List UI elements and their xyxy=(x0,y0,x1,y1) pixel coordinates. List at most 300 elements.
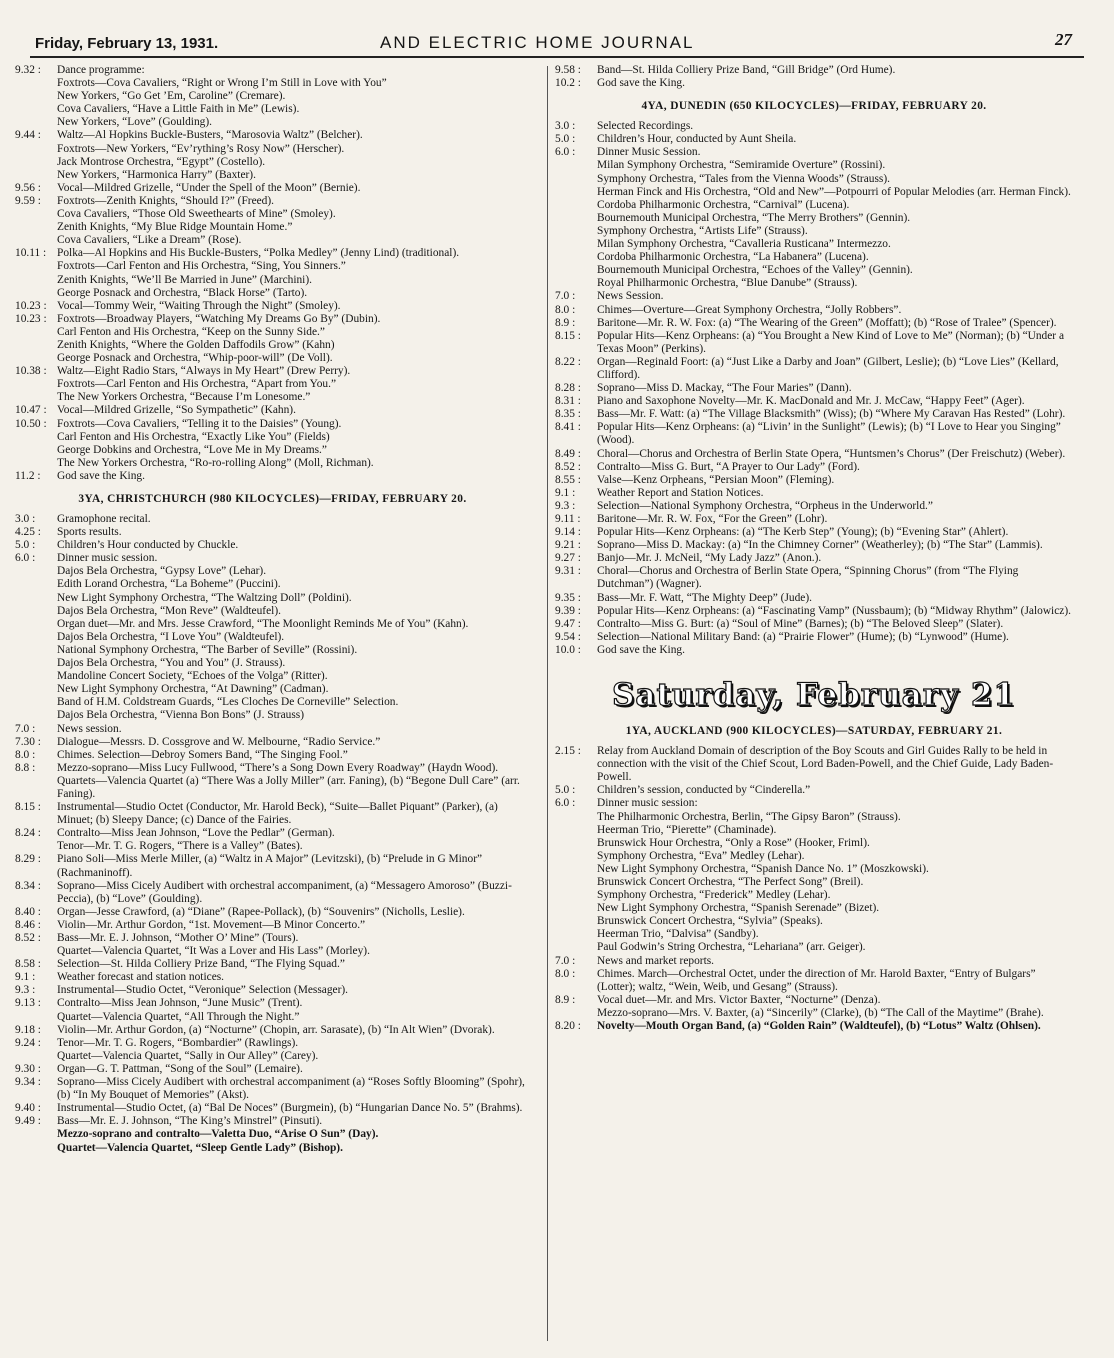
entry-text: Symphony Orchestra, “Tales from the Vienna Woods” (Strauss). xyxy=(597,172,890,185)
entry-text: Foxtrots—Carl Fenton and His Orchestra, “Sing, You Sinners.” xyxy=(57,260,346,273)
entry-time xyxy=(555,876,597,889)
entry-text: Vocal duet—Mr. and Mrs. Victor Baxter, “Nocturne” (Denza). xyxy=(597,993,881,1006)
entry-time xyxy=(15,103,57,116)
entry-text: Herman Finck and His Orchestra, “Old and New”—Potpourri of Popular Melodies (arr. Herman Finck). xyxy=(597,185,1071,198)
entry-text: Dialogue—Messrs. D. Cossgrove and W. Melbourne, “Radio Service.” xyxy=(57,735,381,748)
entry-text: Symphony Orchestra, “Artists Life” (Strauss). xyxy=(597,224,808,237)
program-entry xyxy=(555,1020,1073,1033)
entry-time: 9.58 : xyxy=(555,64,581,76)
entry-time: 8.22 : xyxy=(555,355,581,368)
entry-time: 9.30 : xyxy=(15,1062,41,1075)
entry-text: Contralto—Miss Jean Johnson, “Love the Pedlar” (German). xyxy=(57,827,335,840)
entry-time xyxy=(15,391,57,404)
entry-text: Heerman Trio, “Pierette” (Chaminade). xyxy=(597,823,777,836)
entry-time: 9.1 : xyxy=(15,971,36,984)
entry-time xyxy=(15,565,57,578)
entry-text: News and market reports. xyxy=(597,954,715,967)
program-entry xyxy=(15,143,530,156)
entry-text: Foxtrots—Carl Fenton and His Orchestra, “Apart from You.” xyxy=(57,378,337,391)
entry-time: 5.0 : xyxy=(15,539,36,552)
entry-time xyxy=(555,186,597,199)
entry-text: Vocal—Mildred Grizelle, “So Sympathetic” (Kahn). xyxy=(57,404,296,417)
entry-time: 8.9 : xyxy=(555,993,576,1006)
program-entry xyxy=(555,605,1073,618)
entry-text: Symphony Orchestra, “Eva” Medley (Lehar). xyxy=(597,849,805,862)
program-entry xyxy=(15,64,530,77)
entry-time: 8.35 : xyxy=(555,408,581,421)
entry-time xyxy=(15,840,57,853)
entry-time: 9.18 : xyxy=(15,1023,41,1036)
program-entry xyxy=(15,274,530,287)
program-entry xyxy=(555,64,1073,77)
program-entry xyxy=(15,431,530,444)
entry-text: Milan Symphony Orchestra, “Cavalleria Rusticana” Intermezzo. xyxy=(597,238,891,251)
program-entry xyxy=(15,1115,530,1128)
program-entry xyxy=(15,775,530,801)
program-entry xyxy=(555,330,1073,356)
entry-time xyxy=(15,1142,57,1155)
entry-time xyxy=(555,225,597,238)
entry-text: Carl Fenton and His Orchestra, “Keep on the Sunny Side.” xyxy=(57,325,325,338)
entry-time xyxy=(15,378,57,391)
entry-text: Foxtrots—Cova Cavaliers, “Right or Wrong I’m Still in Love with You” xyxy=(57,77,387,90)
entry-text: Chimes. Selection—Debroy Somers Band, “The Singing Fool.” xyxy=(57,748,348,761)
entry-text: New Yorkers, “Harmonica Harry” (Baxter). xyxy=(57,168,256,181)
entry-time: 10.38 : xyxy=(15,365,47,378)
entry-time xyxy=(15,945,57,958)
entry-time xyxy=(15,578,57,591)
program-entry xyxy=(555,811,1073,824)
entry-text: Tenor—Mr. T. G. Rogers, “Bombardier” (Rawlings). xyxy=(57,1036,299,1049)
entry-time: 7.0 : xyxy=(555,290,576,303)
program-entry xyxy=(15,339,530,352)
entry-text: Cova Cavaliers, “Those Old Sweethearts of Mine” (Smoley). xyxy=(57,208,336,221)
program-entry xyxy=(15,749,530,762)
entry-text: Cova Cavaliers, “Like a Dream” (Rose). xyxy=(57,234,242,247)
entry-time xyxy=(15,644,57,657)
program-entry xyxy=(555,304,1073,317)
program-entry xyxy=(15,709,530,722)
program-entry xyxy=(555,863,1073,876)
entry-time xyxy=(15,709,57,722)
entry-text: Instrumental—Studio Octet (Conductor, Mr. Harold Beck), “Suite—Ballet Piquant” (Parker), (a) Minuet; (b) Sleepy Dance; (c) Dance of the Fairies. xyxy=(57,801,498,827)
entry-time: 8.31 : xyxy=(555,395,581,408)
entry-time: 8.0 : xyxy=(15,748,36,761)
program-entry xyxy=(15,470,530,483)
program-entry xyxy=(555,513,1073,526)
entry-time: 9.14 : xyxy=(555,526,581,539)
program-entry xyxy=(15,565,530,578)
entry-time: 8.55 : xyxy=(555,473,581,486)
entry-time: 5.0 : xyxy=(555,133,576,146)
entry-text: Foxtrots—Zenith Knights, “Should I?” (Freed). xyxy=(57,194,275,207)
entry-time: 9.32 : xyxy=(15,64,41,76)
program-entry xyxy=(555,133,1073,146)
program-entry xyxy=(555,644,1073,657)
program-entry xyxy=(15,1011,530,1024)
entry-text: Children’s Hour, conducted by Aunt Sheila. xyxy=(597,133,797,146)
entry-time xyxy=(555,824,597,837)
entry-time: 8.24 : xyxy=(15,827,41,840)
entry-text: Contralto—Miss G. Burt, “A Prayer to Our Lady” (Ford). xyxy=(597,460,860,473)
entry-time xyxy=(15,605,57,618)
station-heading: 1YA, AUCKLAND (900 KILOCYCLES)—SATURDAY, FEBRUARY 21. xyxy=(625,725,1003,738)
program-entry xyxy=(555,618,1073,631)
entry-time: 9.3 : xyxy=(555,499,576,512)
entry-text: News Session. xyxy=(597,290,664,303)
entry-text: Novelty—Mouth Organ Band, (a) “Golden Rain” (Waldteufel), (b) “Lotus” Waltz (Ohlsen). xyxy=(597,1020,1041,1032)
entry-text: God save the King. xyxy=(57,469,145,482)
entry-time: 8.29 : xyxy=(15,853,41,866)
program-entry xyxy=(15,984,530,997)
station-heading: 4YA, DUNEDIN (650 KILOCYCLES)—FRIDAY, FEBRUARY 20. xyxy=(641,100,987,113)
program-entry xyxy=(15,853,530,879)
entry-time xyxy=(15,457,57,470)
entry-time xyxy=(15,326,57,339)
program-entry xyxy=(555,876,1073,889)
entry-time xyxy=(15,169,57,182)
program-entry xyxy=(555,159,1073,172)
entry-text: Sports results. xyxy=(57,526,122,539)
entry-text: Chimes. March—Orchestral Octet, under the direction of Mr. Harold Baxter, “Entry of Bulgars” (Lotter); waltz, “Wein, Weib, und Gesang” (Strauss). xyxy=(597,967,1036,993)
entry-text: Popular Hits—Kenz Orpheans: (a) “Fascinating Vamp” (Nussbaum); (b) “Midway Rhythm” (Jalowicz). xyxy=(597,604,1071,617)
program-entry xyxy=(555,264,1073,277)
program-entry xyxy=(15,234,530,247)
entry-text: Bass—Mr. E. J. Johnson, “The King’s Minstrel” (Pinsuti). xyxy=(57,1115,323,1128)
entry-text: Children’s session, conducted by “Cinderella.” xyxy=(597,784,811,797)
entry-text: Dajos Bela Orchestra, “Gypsy Love” (Lehar). xyxy=(57,565,267,578)
program-entry xyxy=(555,592,1073,605)
entry-time: 9.13 : xyxy=(15,997,41,1010)
entry-time xyxy=(15,444,57,457)
program-entry xyxy=(15,129,530,142)
entry-text: Cova Cavaliers, “Have a Little Faith in Me” (Lewis). xyxy=(57,103,300,116)
entry-time xyxy=(555,811,597,824)
program-entry xyxy=(555,1007,1073,1020)
entry-text: Piano Soli—Miss Merle Miller, (a) “Waltz in A Major” (Levitzski), (b) “Prelude in G Minor” (Rachmaninoff). xyxy=(57,853,483,879)
entry-text: Bournemouth Municipal Orchestra, “Echoes of the Valley” (Gennin). xyxy=(597,264,913,277)
entry-time: 10.11 : xyxy=(15,247,47,260)
entry-time: 8.0 : xyxy=(555,303,576,316)
program-entry xyxy=(555,745,1073,784)
entry-text: Organ—Reginald Foort: (a) “Just Like a Darby and Joan” (Gilbert, Leslie); (b) “Love Lies” (Kellard, Clifford). xyxy=(597,355,1059,381)
entry-text: Weather forecast and station notices. xyxy=(57,971,225,984)
entry-time: 8.9 : xyxy=(555,316,576,329)
entry-time: 9.44 : xyxy=(15,129,41,142)
entry-time xyxy=(555,277,597,290)
program-entry xyxy=(15,156,530,169)
entry-text: National Symphony Orchestra, “The Barber of Seville” (Rossini). xyxy=(57,643,358,656)
program-entry xyxy=(555,784,1073,797)
entry-time: 8.15 : xyxy=(15,801,41,814)
entry-text: Royal Philharmonic Orchestra, “Blue Danube” (Strauss). xyxy=(597,277,858,290)
entry-text: Chimes—Overture—Great Symphony Orchestra, “Jolly Robbers”. xyxy=(597,303,902,316)
program-entry xyxy=(15,457,530,470)
header-rule xyxy=(30,56,1084,58)
entry-time xyxy=(15,1050,57,1063)
entry-text: Cordoba Philharmonic Orchestra, “La Habanera” (Lucena). xyxy=(597,251,869,264)
entry-text: Mezzo-soprano and contralto—Valetta Duo, “Arise O Sun” (Day). xyxy=(57,1128,379,1141)
entry-text: Quartet—Valencia Quartet, “Sleep Gentle Lady” (Bishop). xyxy=(57,1141,343,1154)
entry-time: 2.15 : xyxy=(555,745,581,758)
entry-time: 9.56 : xyxy=(15,181,41,194)
entry-text: Waltz—Eight Radio Stars, “Always in My Heart” (Drew Perry). xyxy=(57,365,351,378)
entry-time xyxy=(555,928,597,941)
program-entry xyxy=(15,696,530,709)
entry-text: Foxtrots—Cova Cavaliers, “Telling it to the Daisies” (Young). xyxy=(57,417,342,430)
entry-text: Carl Fenton and His Orchestra, “Exactly Like You” (Fields) xyxy=(57,430,330,443)
entry-text: Milan Symphony Orchestra, “Semiramide Overture” (Rossini). xyxy=(597,159,886,172)
program-entry xyxy=(555,837,1073,850)
program-entry xyxy=(15,77,530,90)
program-entry xyxy=(555,889,1073,902)
page-header xyxy=(30,30,1084,58)
program-entry xyxy=(555,173,1073,186)
entry-text: Popular Hits—Kenz Orpheans: (a) “The Kerb Step” (Young); (b) “Evening Star” (Ahlert). xyxy=(597,526,1009,539)
entry-text: The New Yorkers Orchestra, “Because I’m Lonesome.” xyxy=(57,391,311,404)
entry-time xyxy=(555,889,597,902)
entry-text: George Dobkins and Orchestra, “Love Me in My Dreams.” xyxy=(57,443,327,456)
program-entry xyxy=(555,955,1073,968)
entry-text: Popular Hits—Kenz Orpheans: (a) “You Brought a New Kind of Love to Me” (Norman); (b) “Under a Texas Moon” (Perkins). xyxy=(597,329,1065,355)
entry-time xyxy=(555,915,597,928)
entry-text: Soprano—Miss D. Mackay, “The Four Maries” (Dann). xyxy=(597,382,852,395)
entry-text: Dajos Bela Orchestra, “Mon Reve” (Waldteufel). xyxy=(57,604,281,617)
program-entry xyxy=(15,631,530,644)
program-entry xyxy=(15,932,530,945)
entry-time xyxy=(15,77,57,90)
entry-time xyxy=(15,592,57,605)
entry-text: New Light Symphony Orchestra, “At Dawning” (Cadman). xyxy=(57,683,329,696)
entry-text: Weather Report and Station Notices. xyxy=(597,486,764,499)
entry-text: Quartet—Valencia Quartet, “Sally in Our Alley” (Carey). xyxy=(57,1049,319,1062)
entry-text: Tenor—Mr. T. G. Rogers, “There is a Valley” (Bates). xyxy=(57,840,303,853)
program-entry xyxy=(555,941,1073,954)
program-entry xyxy=(15,736,530,749)
program-entry xyxy=(555,968,1073,994)
entry-time: 8.20 : xyxy=(555,1020,581,1032)
entry-text: Quartet—Valencia Quartet, “It Was a Lover and His Lass” (Morley). xyxy=(57,945,370,958)
program-entry xyxy=(15,618,530,631)
entry-time xyxy=(555,1007,597,1020)
program-entry xyxy=(555,120,1073,133)
entry-text: New Light Symphony Orchestra, “Spanish Serenade” (Bizet). xyxy=(597,902,880,915)
entry-time xyxy=(15,775,57,801)
program-entry xyxy=(15,326,530,339)
program-entry xyxy=(15,1063,530,1076)
entry-time xyxy=(15,1011,57,1024)
program-entry xyxy=(15,880,530,906)
program-entry xyxy=(555,238,1073,251)
program-entry xyxy=(15,90,530,103)
program-entry xyxy=(15,513,530,526)
entry-time xyxy=(555,238,597,251)
entry-time xyxy=(15,657,57,670)
entry-text: Waltz—Al Hopkins Buckle-Busters, “Marosovia Waltz” (Belcher). xyxy=(57,129,363,142)
program-entry xyxy=(555,487,1073,500)
entry-time xyxy=(15,234,57,247)
entry-time xyxy=(555,837,597,850)
entry-text: Bournemouth Municipal Orchestra, “The Merry Brothers” (Gennin). xyxy=(597,211,911,224)
program-entry xyxy=(15,762,530,775)
program-entry xyxy=(15,801,530,827)
entry-time xyxy=(15,352,57,365)
program-entry xyxy=(15,195,530,208)
entry-text: Piano and Saxophone Novelty—Mr. K. MacDonald and Mr. J. McCaw, “Happy Feet” (Ager). xyxy=(597,395,1025,408)
entry-time: 11.2 : xyxy=(15,469,41,482)
entry-time: 10.2 : xyxy=(555,77,581,90)
entry-time: 8.34 : xyxy=(15,879,41,892)
entry-text: Bass—Mr. F. Watt, “The Mighty Deep” (Jude). xyxy=(597,591,812,604)
entry-text: Banjo—Mr. J. McNeil, “My Lady Jazz” (Anon.). xyxy=(597,552,822,565)
entry-text: Cordoba Philharmonic Orchestra, “Carnival” (Lucena). xyxy=(597,198,850,211)
program-entry xyxy=(15,313,530,326)
program-entry xyxy=(15,444,530,457)
program-entry xyxy=(15,182,530,195)
entry-time: 8.49 : xyxy=(555,447,581,460)
entry-time xyxy=(555,199,597,212)
program-entry xyxy=(555,994,1073,1007)
entry-text: Symphony Orchestra, “Frederick” Medley (Lehar). xyxy=(597,889,831,902)
entry-text: Quartet—Valencia Quartet, “All Through the Night.” xyxy=(57,1010,300,1023)
entry-text: Valse—Kenz Orpheans, “Persian Moon” (Fleming). xyxy=(597,473,835,486)
program-entry xyxy=(555,539,1073,552)
entry-time xyxy=(15,631,57,644)
program-entry xyxy=(15,378,530,391)
entry-time: 5.0 : xyxy=(555,784,576,797)
entry-text: Instrumental—Studio Octet, (a) “Bal De Noces” (Burgmein), (b) “Hungarian Dance No. 5” (Brahms). xyxy=(57,1102,523,1115)
program-entry xyxy=(555,199,1073,212)
entry-text: Band of H.M. Coldstream Guards, “Les Cloches De Corneville” Selection. xyxy=(57,696,399,709)
entry-text: Dajos Bela Orchestra, “You and You” (J. Strauss). xyxy=(57,657,286,670)
program-entry xyxy=(555,474,1073,487)
entry-time xyxy=(15,274,57,287)
program-entry xyxy=(15,723,530,736)
entry-text: Dance programme: xyxy=(57,64,145,76)
entry-text: Foxtrots—New Yorkers, “Ev’rything’s Rosy Now” (Herscher). xyxy=(57,142,345,155)
program-entry xyxy=(15,552,530,565)
entry-time: 9.24 : xyxy=(15,1036,41,1049)
program-entry xyxy=(15,958,530,971)
entry-time: 10.23 : xyxy=(15,299,47,312)
program-entry xyxy=(555,382,1073,395)
program-entry xyxy=(555,797,1073,810)
program-entry xyxy=(555,290,1073,303)
entry-time: 8.58 : xyxy=(15,958,41,971)
entry-time: 10.23 : xyxy=(15,312,47,325)
entry-time xyxy=(15,618,57,631)
entry-time: 8.0 : xyxy=(555,967,576,980)
page-number: 27 xyxy=(1055,30,1072,49)
program-entry xyxy=(555,552,1073,565)
program-entry xyxy=(555,448,1073,461)
program-entry xyxy=(555,850,1073,863)
header-title: AND ELECTRIC HOME JOURNAL xyxy=(380,33,695,52)
program-entry xyxy=(15,1102,530,1115)
program-entry xyxy=(15,103,530,116)
entry-text: New Light Symphony Orchestra, “Spanish Dance No. 1” (Moszkowski). xyxy=(597,862,929,875)
program-entry xyxy=(15,592,530,605)
program-entry xyxy=(15,1128,530,1141)
entry-text: Relay from Auckland Domain of description of the Boy Scouts and Girl Guides Rally to be held in connection with the visit of the Chief Scout, Lord Baden-Powell, and the Chief Guide, Lady Baden-Powell. xyxy=(597,745,1054,784)
program-entry xyxy=(15,670,530,683)
entry-text: Mandoline Concert Society, “Echoes of the Volga” (Ritter). xyxy=(57,670,328,683)
entry-text: Baritone—Mr. R. W. Fox, “For the Green” (Lohr). xyxy=(597,513,828,525)
program-entry xyxy=(555,902,1073,915)
program-entry xyxy=(555,356,1073,382)
entry-time: 8.40 : xyxy=(15,905,41,918)
program-entry xyxy=(15,287,530,300)
entry-text: Instrumental—Studio Octet, “Veronique” Selection (Messager). xyxy=(57,984,349,997)
program-entry xyxy=(15,365,530,378)
program-entry xyxy=(15,919,530,932)
entry-time xyxy=(555,902,597,915)
entry-time: 8.28 : xyxy=(555,382,581,395)
header-date: Friday, February 13, 1931. xyxy=(35,35,219,52)
entry-text: Heerman Trio, “Dalvisa” (Sandby). xyxy=(597,928,759,941)
entry-time: 10.50 : xyxy=(15,417,47,430)
entry-text: Brunswick Concert Orchestra, “Sylvia” (Speaks). xyxy=(597,915,823,928)
entry-text: New Light Symphony Orchestra, “The Waltzing Doll” (Poldini). xyxy=(57,591,352,604)
entry-text: Selection—St. Hilda Colliery Prize Band, “The Flying Squad.” xyxy=(57,958,345,971)
entry-time xyxy=(15,683,57,696)
entry-time xyxy=(555,173,597,186)
program-entry xyxy=(15,539,530,552)
entry-text: Baritone—Mr. R. W. Fox: (a) “The Wearing of the Green” (Moffatt); (b) “Rose of Tralee” (Spencer). xyxy=(597,316,1057,329)
entry-text: Gramophone recital. xyxy=(57,513,151,525)
entry-time: 10.47 : xyxy=(15,404,47,417)
program-entry xyxy=(555,212,1073,225)
program-entry xyxy=(15,247,530,260)
entry-time: 7.30 : xyxy=(15,735,41,748)
program-entry xyxy=(15,1024,530,1037)
entry-text: Brunswick Hour Orchestra, “Only a Rose” (Hooker, Friml). xyxy=(597,836,870,849)
program-entry xyxy=(555,395,1073,408)
entry-time: 9.35 : xyxy=(555,591,581,604)
entry-time xyxy=(15,156,57,169)
program-entry xyxy=(555,526,1073,539)
entry-text: Paul Godwin’s String Orchestra, “Lehariana” (arr. Geiger). xyxy=(597,941,866,954)
entry-text: Selected Recordings. xyxy=(597,120,694,133)
entry-text: Mezzo-soprano—Mrs. V. Baxter, (a) “Sincerily” (Clarke), (b) “The Call of the Maytime” (Brahe). xyxy=(597,1006,1044,1019)
entry-time: 8.8 : xyxy=(15,761,36,774)
entry-time xyxy=(15,208,57,221)
program-entry xyxy=(15,418,530,431)
entry-time xyxy=(15,1128,57,1141)
program-entry xyxy=(555,500,1073,513)
entry-text: Zenith Knights, “We’ll Be Married in June” (Marchini). xyxy=(57,273,312,286)
program-entry xyxy=(555,421,1073,447)
entry-time: 7.0 : xyxy=(555,954,576,967)
entry-text: Selection—National Symphony Orchestra, “Orpheus in the Underworld.” xyxy=(597,499,933,512)
program-entry xyxy=(15,683,530,696)
program-entry xyxy=(15,1142,530,1155)
entry-time xyxy=(15,221,57,234)
entry-time xyxy=(15,696,57,709)
entry-text: Brunswick Concert Orchestra, “The Perfect Song” (Breil). xyxy=(597,875,864,888)
entry-text: George Posnack and Orchestra, “Whip-poor-will” (De Voll). xyxy=(57,352,333,365)
entry-text: Organ duet—Mr. and Mrs. Jesse Crawford, “The Moonlight Reminds Me of You” (Kahn). xyxy=(57,617,469,630)
program-entry xyxy=(555,565,1073,591)
program-entry xyxy=(15,208,530,221)
program-entry xyxy=(15,116,530,129)
entry-text: God save the King. xyxy=(597,643,685,656)
entry-time: 9.27 : xyxy=(555,552,581,565)
program-entry xyxy=(15,827,530,840)
entry-time: 8.46 : xyxy=(15,918,41,931)
entry-time xyxy=(15,287,57,300)
entry-time xyxy=(15,670,57,683)
